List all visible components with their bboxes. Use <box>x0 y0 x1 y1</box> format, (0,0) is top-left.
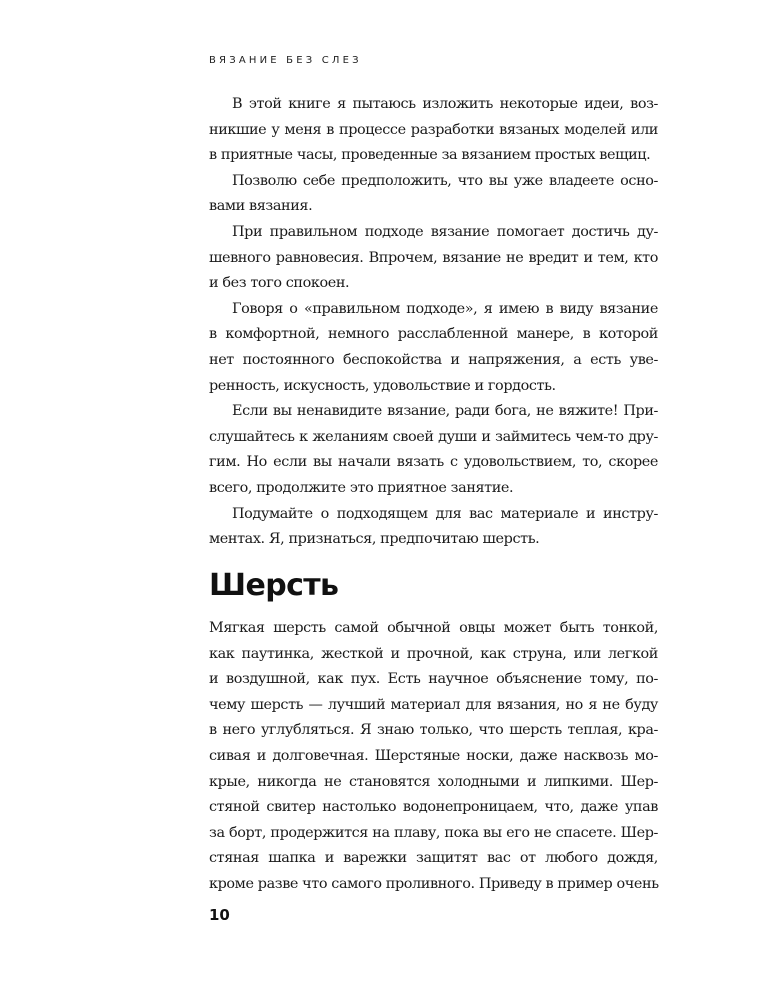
paragraph <box>209 399 658 501</box>
text-line: шевного равновесия. Впрочем, вязание не вредит и тем, кто <box>209 249 658 266</box>
text-line: стяная шапка и варежки защитят вас от любого дождя, <box>209 850 658 867</box>
intro-text <box>209 92 658 553</box>
paragraph <box>209 616 658 898</box>
text-line: в комфортной, немного расслабленной манере, в которой <box>209 326 658 343</box>
text-line: и без того спокоен. <box>209 275 350 292</box>
text-line: Говоря о «правильном подходе», я имею в виду вязание <box>232 300 658 317</box>
text-line: ментах. Я, признаться, предпочитаю шерсть. <box>209 531 540 548</box>
text-line: в приятные часы, проведенные за вязанием простых вещиц. <box>209 147 651 164</box>
text-line: никшие у меня в процессе разработки вязаных моделей или <box>209 121 658 138</box>
text-line: Позволю себе предположить, что вы уже владеете осно- <box>232 172 658 189</box>
text-line: кроме разве что самого проливного. Приведу в пример очень <box>209 875 659 892</box>
text-line: ренность, искусность, удовольствие и гордость. <box>209 377 556 394</box>
text-line: Подумайте о подходящем для вас материале и инстру- <box>232 505 658 522</box>
text-line: крые, никогда не становятся холодными и липкими. Шер- <box>209 773 658 790</box>
text-line: В этой книге я пытаюсь изложить некоторые идеи, воз- <box>232 96 658 112</box>
text-line: за борт, продержится на плаву, пока вы его не спасете. Шер- <box>209 824 658 841</box>
text-line: вами вязания. <box>209 198 313 215</box>
text-line: в него углубляться. Я знаю только, что шерсть теплая, кра- <box>209 722 658 739</box>
text-line: стяной свитер настолько водонепроницаем, что, даже упав <box>209 799 658 816</box>
text-line: и воздушной, как пух. Есть научное объяснение тому, по- <box>209 671 658 688</box>
text-line: как паутинка, жесткой и прочной, как струна, или легкой <box>209 645 658 662</box>
paragraph <box>209 502 658 553</box>
text-line: чему шерсть — лучший материал для вязания, но я не буду <box>209 696 658 713</box>
text-line: слушайтесь к желаниям своей души и займитесь чем-то дру- <box>209 428 658 445</box>
paragraph <box>209 297 658 399</box>
paragraph <box>209 220 658 297</box>
text-line: Если вы ненавидите вязание, ради бога, не вяжите! При- <box>232 403 658 420</box>
text-line: гим. Но если вы начали вязать с удовольствием, то, скорее <box>209 454 658 471</box>
section-heading: Шерсть <box>209 568 339 603</box>
section-text <box>209 616 658 898</box>
text-line: Мягкая шерсть самой обычной овцы может быть тонкой, <box>209 620 658 636</box>
text-line: всего, продолжите это приятное занятие. <box>209 479 514 496</box>
page-number: 10 <box>209 906 230 924</box>
text-line: нет постоянного беспокойства и напряжения, а есть уве- <box>209 351 658 368</box>
running-head: ВЯЗАНИЕ БЕЗ СЛЕЗ <box>209 55 362 66</box>
text-line: При правильном подходе вязание помогает достичь ду- <box>232 223 658 240</box>
paragraph <box>209 169 658 220</box>
text-line: сивая и долговечная. Шерстяные носки, даже насквозь мо- <box>209 747 658 764</box>
paragraph <box>209 92 658 169</box>
